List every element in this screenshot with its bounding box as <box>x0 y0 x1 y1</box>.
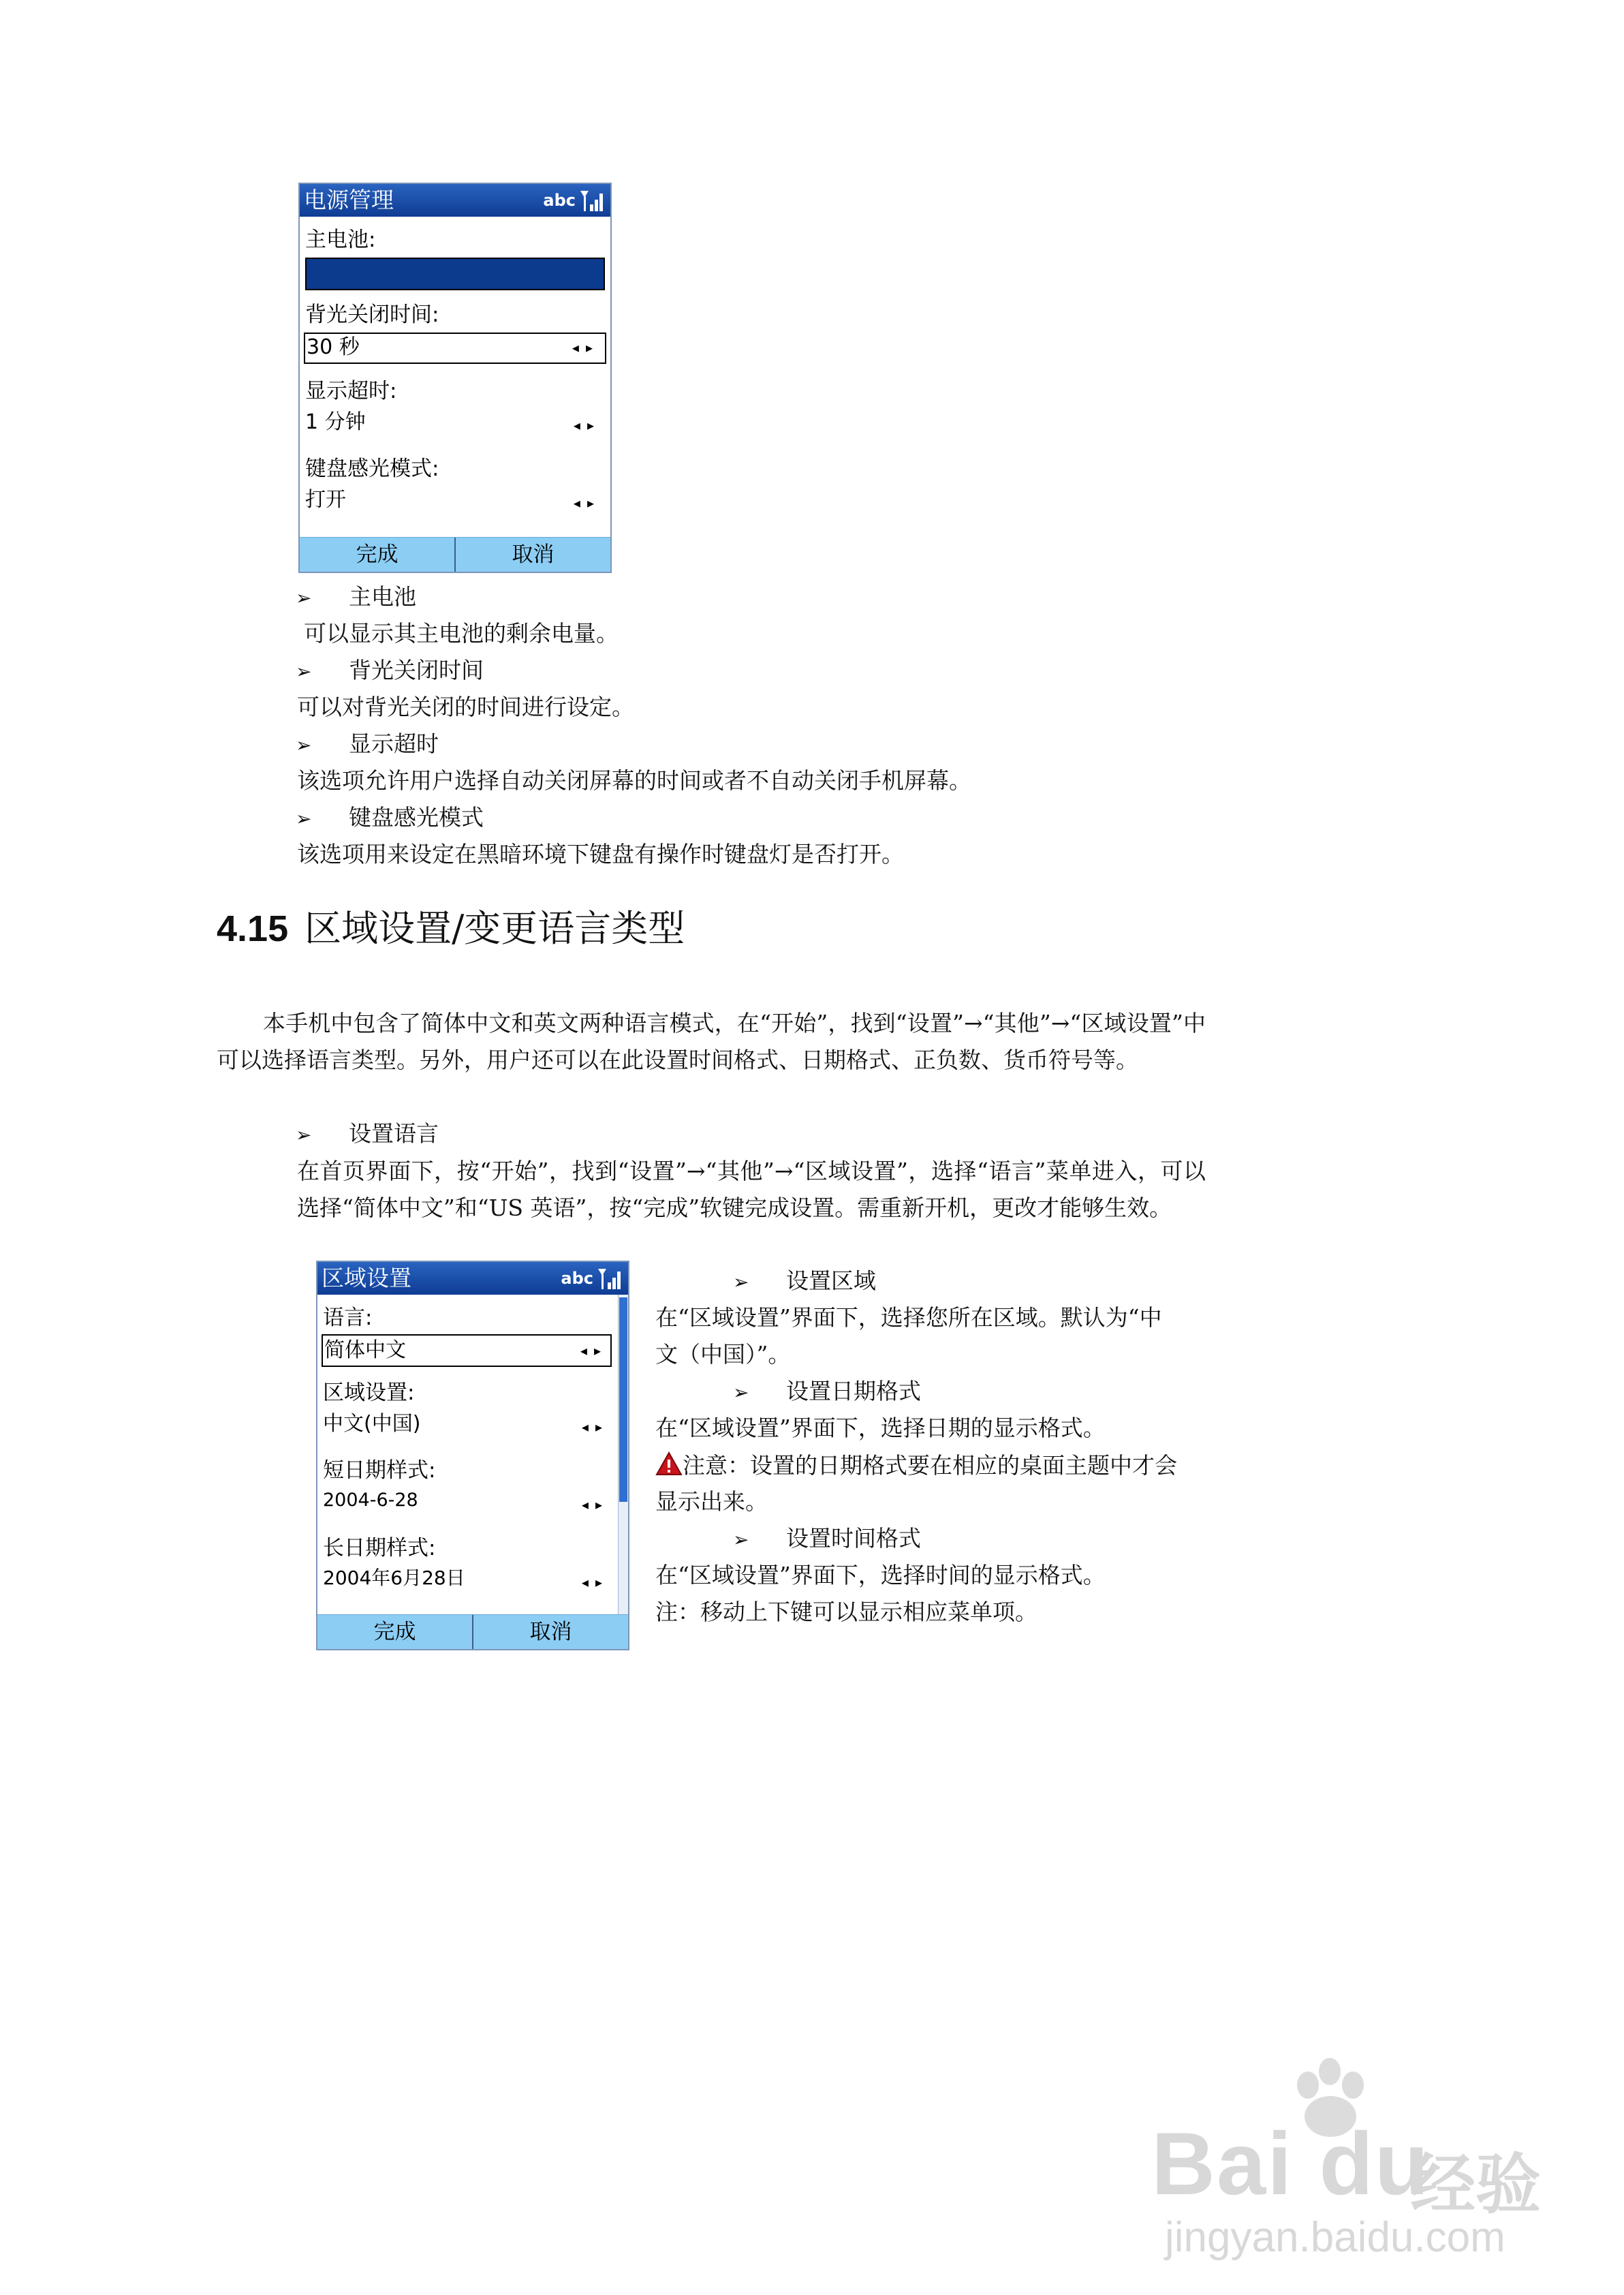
section-number: 4.15 <box>217 908 289 949</box>
bullet-arrow-icon: ➢ <box>733 1271 749 1293</box>
section-heading <box>217 905 685 953</box>
set-region-item <box>733 1267 876 1296</box>
left-right-arrows-icon[interactable]: ◂▸ <box>581 1496 609 1513</box>
done-softkey[interactable]: 完成 <box>356 542 399 567</box>
region-screen-titlebar <box>317 1262 628 1295</box>
bullet-arrow-icon: ➢ <box>296 1124 312 1146</box>
short-date-label: 短日期样式: <box>323 1458 436 1483</box>
region-screen-title: 区域设置 <box>322 1265 411 1291</box>
power-item-2 <box>296 657 484 686</box>
warning-note <box>655 1451 1177 1482</box>
set-time-desc: 在“区域设置”界面下，选择时间的显示格式。 <box>655 1562 1106 1588</box>
softkey-bar <box>300 537 610 572</box>
warning-text: 注意：设置的日期格式要在相应的桌面主题中才会 <box>683 1452 1177 1479</box>
left-right-arrows-icon[interactable]: ◂▸ <box>581 1419 609 1435</box>
power-management-screenshot <box>298 183 612 573</box>
warning-icon <box>655 1451 683 1482</box>
set-language-item <box>296 1120 439 1149</box>
power-item-desc: 可以对背光关闭的时间进行设定。 <box>297 694 634 720</box>
input-mode-indicator: abc <box>543 191 576 210</box>
warning-text-cont: 显示出来。 <box>655 1488 768 1515</box>
bullet-arrow-icon: ➢ <box>296 807 312 830</box>
set-region-desc: 文（中国）”。 <box>655 1341 791 1368</box>
display-timeout-value[interactable]: 1 分钟 <box>305 410 366 434</box>
backlight-off-selector[interactable] <box>304 333 606 364</box>
bullet-arrow-icon: ➢ <box>296 587 312 609</box>
short-date-value[interactable]: 2004-6-28 <box>323 1490 418 1511</box>
power-item-title: 背光关闭时间 <box>348 657 484 683</box>
power-item-title: 键盘感光模式 <box>348 804 484 831</box>
signal-icon <box>579 188 605 213</box>
power-item-4 <box>296 804 484 833</box>
region-label: 区域设置: <box>323 1381 415 1405</box>
done-softkey[interactable]: 完成 <box>373 1620 416 1644</box>
set-time-item <box>733 1525 921 1554</box>
softkey-bar <box>317 1614 628 1649</box>
scroll-note: 注：移动上下键可以显示相应菜单项。 <box>655 1599 1037 1625</box>
battery-level-bar <box>305 258 605 290</box>
display-timeout-label: 显示超时: <box>305 379 397 403</box>
cancel-softkey[interactable]: 取消 <box>472 1615 628 1649</box>
backlight-off-label: 背光关闭时间: <box>305 303 439 327</box>
set-region-title: 设置区域 <box>785 1267 876 1294</box>
bullet-arrow-icon: ➢ <box>296 660 312 683</box>
region-settings-screenshot <box>316 1261 629 1650</box>
set-date-desc: 在“区域设置”界面下，选择日期的显示格式。 <box>655 1415 1106 1441</box>
watermark-brand: Bai du <box>1151 2114 1431 2213</box>
long-date-value[interactable]: 2004年6月28日 <box>323 1567 465 1589</box>
left-right-arrows-icon[interactable]: ◂▸ <box>580 1342 608 1359</box>
baidu-jingyan-watermark <box>1151 2058 1574 2262</box>
main-battery-label: 主电池: <box>305 228 376 252</box>
set-date-title: 设置日期格式 <box>785 1378 921 1404</box>
power-item-title: 主电池 <box>348 583 416 610</box>
left-right-arrows-icon[interactable]: ◂▸ <box>572 339 599 356</box>
bullet-arrow-icon: ➢ <box>733 1381 749 1404</box>
status-area <box>543 187 605 214</box>
power-screen-titlebar <box>300 184 610 217</box>
section-intro: 本手机中包含了简体中文和英文两种语言模式，在“开始”，找到“设置”→“其他”→“区域设置”中可以选择语言类型。另外，用户还可以在此设置时间格式、日期格式、正负数、货币符号等。 <box>217 1010 1206 1073</box>
language-value: 简体中文 <box>324 1338 406 1362</box>
keypad-light-value[interactable]: 打开 <box>305 488 346 512</box>
power-item-desc: 该选项用来设定在黑暗环境下键盘有操作时键盘灯是否打开。 <box>297 841 904 867</box>
language-label: 语言: <box>323 1306 373 1330</box>
set-time-title: 设置时间格式 <box>785 1525 921 1552</box>
status-area <box>561 1265 623 1292</box>
keypad-light-label: 键盘感光模式: <box>305 457 439 481</box>
watermark-url: jingyan.baidu.com <box>1165 2214 1505 2261</box>
power-item-title: 显示超时 <box>348 730 439 757</box>
cancel-softkey[interactable]: 取消 <box>454 538 610 572</box>
power-item-1 <box>296 583 416 612</box>
long-date-label: 长日期样式: <box>323 1536 436 1560</box>
bullet-arrow-icon: ➢ <box>733 1528 749 1551</box>
left-right-arrows-icon[interactable]: ◂▸ <box>573 417 601 433</box>
region-value[interactable]: 中文(中国) <box>323 1412 421 1436</box>
section-title: 区域设置/变更语言类型 <box>304 907 685 950</box>
watermark-product: 经验 <box>1410 2146 1541 2223</box>
left-right-arrows-icon[interactable]: ◂▸ <box>581 1574 609 1590</box>
set-language-title: 设置语言 <box>348 1120 439 1147</box>
signal-icon <box>597 1266 623 1291</box>
scrollbar[interactable] <box>618 1295 628 1615</box>
bullet-arrow-icon: ➢ <box>296 734 312 756</box>
input-mode-indicator: abc <box>561 1269 593 1288</box>
left-right-arrows-icon[interactable]: ◂▸ <box>573 495 601 511</box>
set-date-item <box>733 1378 921 1406</box>
set-language-desc: 在首页界面下，按“开始”，找到“设置”→“其他”→“区域设置”，选择“语言”菜单进入，可以选择“简体中文”和“US 英语”，按“完成”软键完成设置。需重新开机，更改才能够生效。 <box>297 1158 1206 1221</box>
language-selector[interactable] <box>322 1334 612 1367</box>
power-screen-title: 电源管理 <box>304 187 394 213</box>
power-item-desc: 可以显示其主电池的剩余电量。 <box>304 620 619 647</box>
power-item-desc: 该选项允许用户选择自动关闭屏幕的时间或者不自动关闭手机屏幕。 <box>297 767 971 794</box>
power-item-3 <box>296 730 439 759</box>
set-region-desc: 在“区域设置”界面下，选择您所在区域。默认为“中 <box>655 1304 1162 1331</box>
scrollbar-thumb[interactable] <box>619 1297 627 1502</box>
backlight-off-value: 30 秒 <box>307 335 360 359</box>
